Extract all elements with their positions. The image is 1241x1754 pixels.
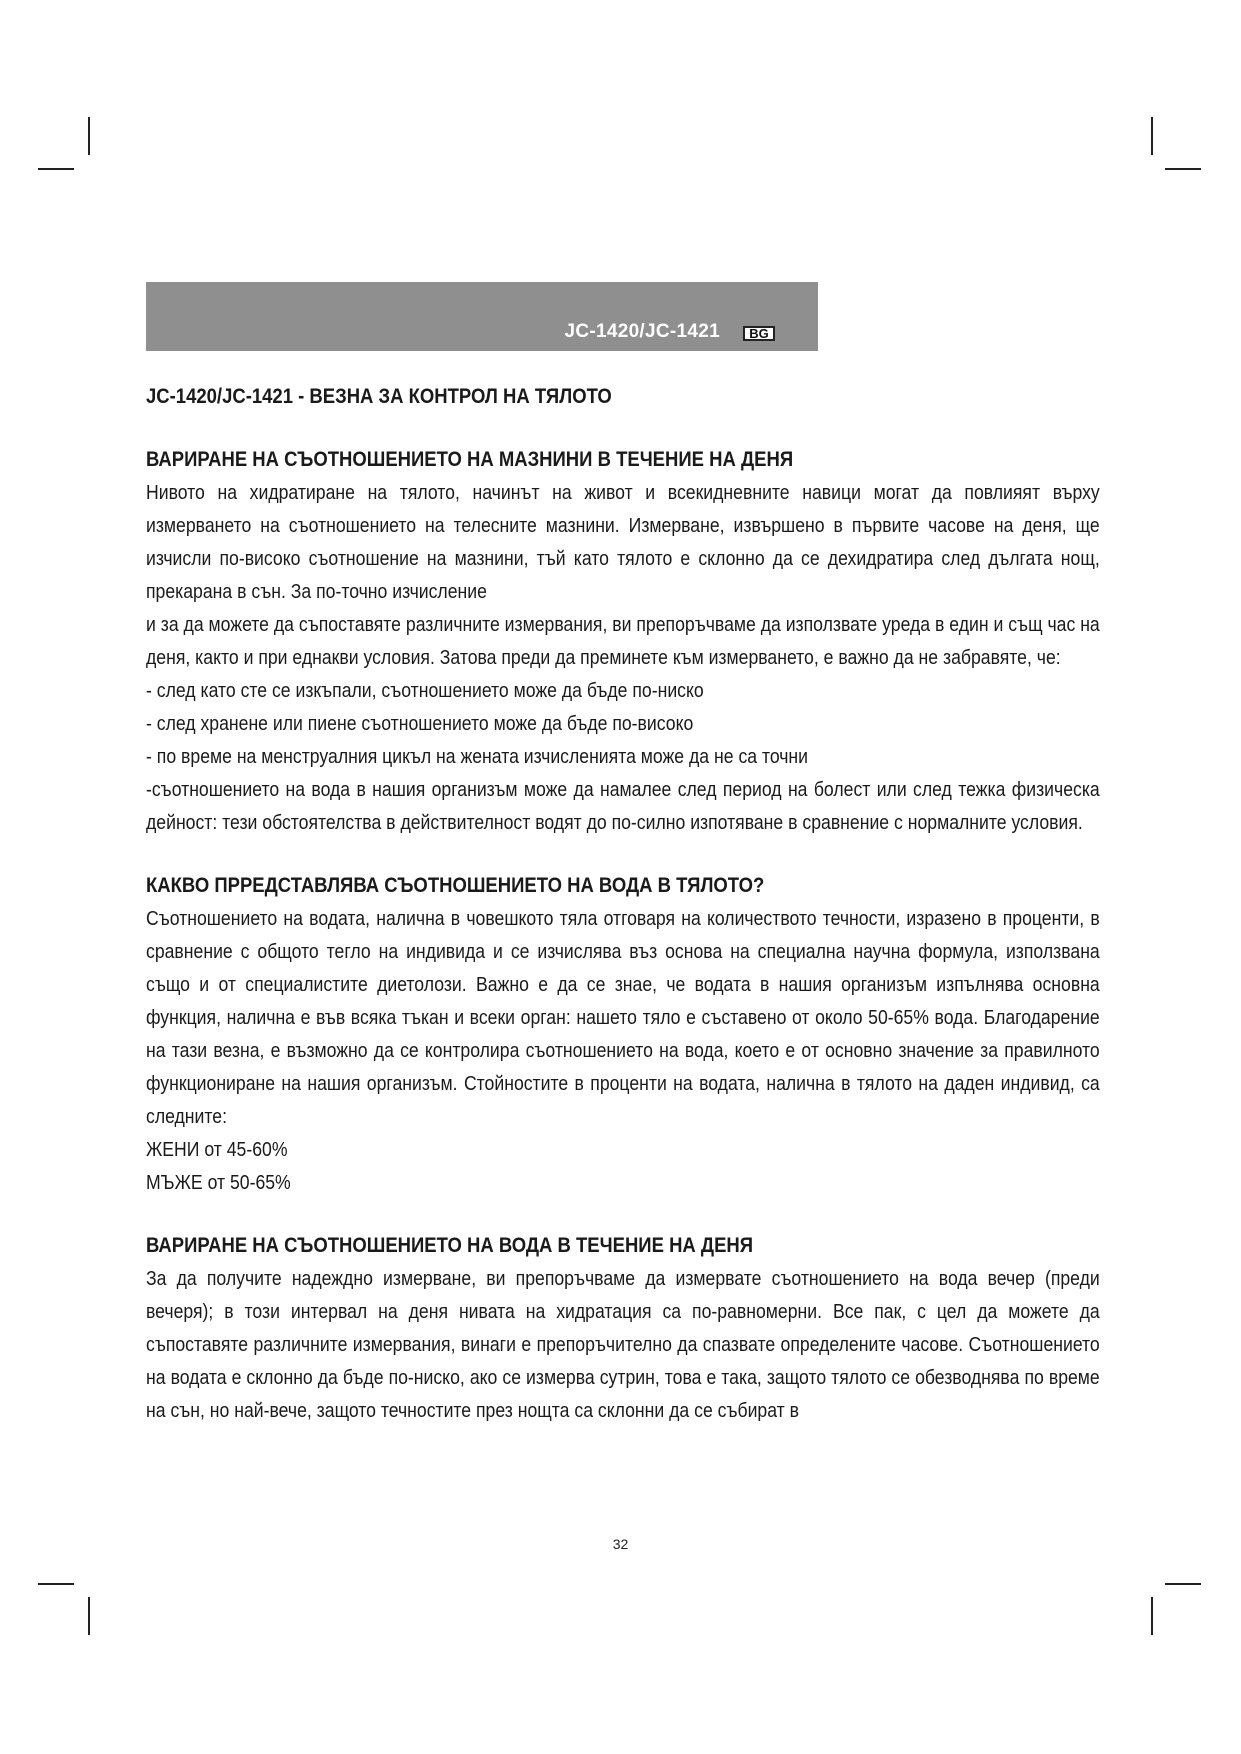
list-item: - по време на менструалния цикъл на жената изчисленията може да не са точни	[146, 745, 809, 768]
section-title: ВАРИРАНЕ НА СЪОТНОШЕНИЕТО НА МАЗНИНИ В ТЕЧЕНИЕ НА ДЕНЯ	[146, 447, 794, 471]
crop-mark-top-right-vertical	[1151, 117, 1153, 155]
paragraph: За да получите надеждно измерване, ви препоръчваме да измервате съотношението на вода вечер (преди вечеря); в този интервал на деня нивата на хидратация са по-равномерни. Все пак, с цел да можете да съпоставяте различните измервания, винаги е препоръчително да спазвате определените часове. Съотношението на водата е склонно да бъде по-ниско, ако се измерва сутрин, това е така, защото тялото се обезводнява по време на сън, но най-вече, защото течностите през нощта са склонни да се събират в	[146, 1267, 1100, 1422]
document-title: JC-1420/JC-1421 - ВЕЗНА ЗА КОНТРОЛ НА ТЯЛОТО	[146, 384, 612, 408]
crop-mark-top-left-horizontal	[38, 168, 74, 170]
women-range: ЖЕНИ от 45-60%	[146, 1138, 288, 1161]
header-band	[146, 282, 818, 351]
section-fat-variation	[146, 443, 1100, 839]
paragraph: Нивото на хидратиране на тялото, начинът на живот и всекидневните навици могат да повлияят върху измерването на съотношението на телесните мазнини. Измерване, извършено в първите часове на деня, ще изчисли по-високо съотношение на мазнини, тъй като тялото е склонно да се дехидратира след дългата нощ, прекарана в сън. За по-точно изчисление	[146, 481, 1100, 603]
paragraph: и за да можете да съпоставяте различните измервания, ви препоръчваме да използвате уреда в един и същ час на деня, както и при еднакви условия. Затова преди да преминете към измерването, е важно да не забравяте, че:	[146, 613, 1100, 669]
section-title: КАКВО ПРРЕДСТАВЛЯВА СЪОТНОШЕНИЕТО НА ВОДА В ТЯЛОТО?	[146, 873, 765, 897]
header-model: JC-1420/JC-1421	[564, 321, 720, 342]
crop-mark-bottom-left-horizontal	[38, 1583, 74, 1585]
men-range: МЪЖЕ от 50-65%	[146, 1171, 291, 1194]
list-item: - след като сте се изкъпали, съотношението може да бъде по-ниско	[146, 679, 704, 702]
page-number: 32	[612, 1536, 629, 1552]
crop-mark-top-right-horizontal	[1165, 168, 1201, 170]
section-water-ratio	[146, 869, 1100, 1199]
section-title: ВАРИРАНЕ НА СЪОТНОШЕНИЕТО НА ВОДА В ТЕЧЕНИЕ НА ДЕНЯ	[146, 1233, 754, 1257]
crop-mark-top-left-vertical	[88, 117, 90, 155]
section-water-variation	[146, 1229, 1100, 1427]
paragraph: -съотношението на вода в нашия организъм може да намалее след период на болест или след тежка физическа дейност: тези обстоятелства в действителност водят до по-силно изпотяване в сравнение с нормалните условия.	[146, 778, 1100, 834]
crop-mark-bottom-right-vertical	[1151, 1597, 1153, 1635]
crop-mark-bottom-left-vertical	[88, 1597, 90, 1635]
crop-mark-bottom-right-horizontal	[1165, 1583, 1201, 1585]
list-item: - след хранене или пиене съотношението може да бъде по-високо	[146, 712, 694, 735]
language-badge: BG	[743, 326, 775, 341]
document-body	[146, 380, 1100, 1457]
paragraph: Съотношението на водата, налична в човешкото тяла отговаря на количеството течности, изразено в проценти, в сравнение с общото тегло на индивида и се изчислява въз основа на специална научна формула, използвана също и от специалистите диетолози. Важно е да се знае, че водата в нашия организъм изпълнява основна функция, налична е във всяка тъкан и всеки орган: нашето тяло е съставено от около 50-65% вода. Благодарение на тази везна, е възможно да се контролира съотношението на вода, което е от основно значение за правилното функциониране на нашия организъм. Стойностите в проценти на водата, налична в тялото на даден индивид, са следните:	[146, 907, 1100, 1128]
